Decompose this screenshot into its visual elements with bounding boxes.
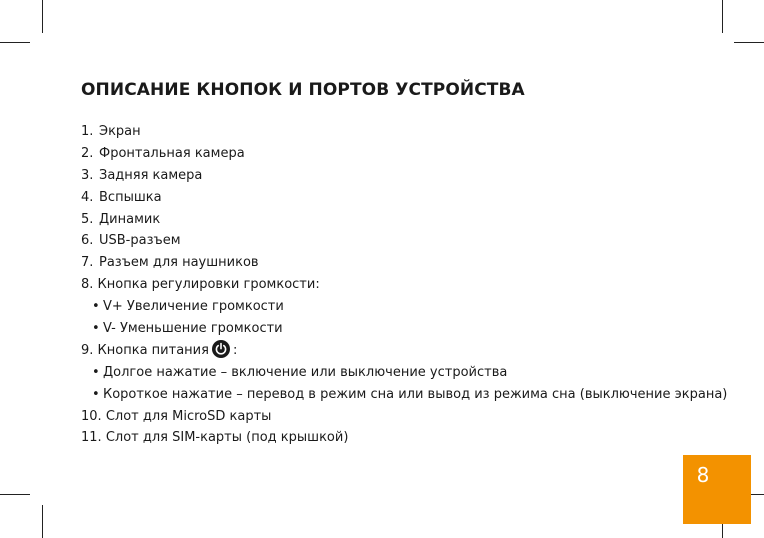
- page-number-badge: [683, 455, 751, 524]
- item-number: 9.: [81, 342, 94, 358]
- list-item: [81, 121, 727, 143]
- sub-item-text: Короткое нажатие – перевод в режим сна или вывод из режима сна (выключение экрана): [103, 386, 728, 402]
- item-number: 11.: [81, 430, 102, 446]
- item-number: 3.: [81, 167, 94, 183]
- item-suffix: :: [232, 342, 238, 358]
- item-text: Вспышка: [99, 189, 162, 205]
- item-text: Экран: [99, 124, 141, 139]
- item-number: 8.: [81, 277, 94, 293]
- crop-mark: [0, 494, 30, 495]
- list-item-power: [81, 340, 727, 362]
- item-number: 1.: [81, 124, 94, 139]
- item-number: 10.: [81, 408, 102, 424]
- sub-item-text: V+ Увеличение громкости: [103, 299, 284, 315]
- list-item: [81, 427, 727, 449]
- bullet: •: [92, 386, 100, 402]
- sub-list-item: [81, 384, 727, 406]
- item-number: 2.: [81, 145, 94, 161]
- item-number: 7.: [81, 255, 94, 271]
- crop-mark: [734, 42, 764, 43]
- bullet: •: [92, 299, 100, 315]
- list-item: [81, 165, 727, 187]
- list-item: [81, 209, 727, 231]
- sub-item-text: Долгое нажатие – включение или выключение устройства: [103, 364, 508, 380]
- list-item: [81, 252, 727, 274]
- page-title: ОПИСАНИЕ КНОПОК И ПОРТОВ УСТРОЙСТВА: [81, 80, 525, 100]
- item-text: Динамик: [99, 211, 161, 227]
- item-text: Задняя камера: [99, 167, 203, 183]
- item-text: Кнопка регулировки громкости:: [97, 277, 320, 293]
- item-text: Слот для MicroSD карты: [105, 408, 272, 424]
- sub-item-text: V- Уменьшение громкости: [103, 321, 283, 337]
- list-item-volume: [81, 274, 727, 296]
- sub-list-item: [81, 362, 727, 384]
- item-text: USB-разъем: [99, 233, 181, 249]
- buttons-ports-list: [81, 121, 727, 449]
- bullet: •: [92, 364, 100, 380]
- list-item: [81, 187, 727, 209]
- list-item: [81, 143, 727, 165]
- power-icon: [212, 340, 230, 358]
- item-text: Разъем для наушников: [99, 255, 259, 271]
- list-item: [81, 406, 727, 428]
- sub-list-item: [81, 318, 727, 340]
- list-item: [81, 230, 727, 252]
- bullet: •: [92, 321, 100, 337]
- page-number: 8: [696, 463, 710, 487]
- item-number: 4.: [81, 189, 94, 205]
- item-number: 6.: [81, 233, 94, 249]
- crop-mark: [42, 505, 43, 538]
- item-text: Слот для SIM-карты (под крышкой): [105, 430, 349, 446]
- item-text: Фронтальная камера: [99, 145, 245, 161]
- item-number: 5.: [81, 211, 94, 227]
- crop-mark: [42, 0, 43, 33]
- crop-mark: [722, 0, 723, 33]
- item-text: Кнопка питания: [97, 342, 209, 358]
- sub-list-item: [81, 296, 727, 318]
- crop-mark: [0, 42, 30, 43]
